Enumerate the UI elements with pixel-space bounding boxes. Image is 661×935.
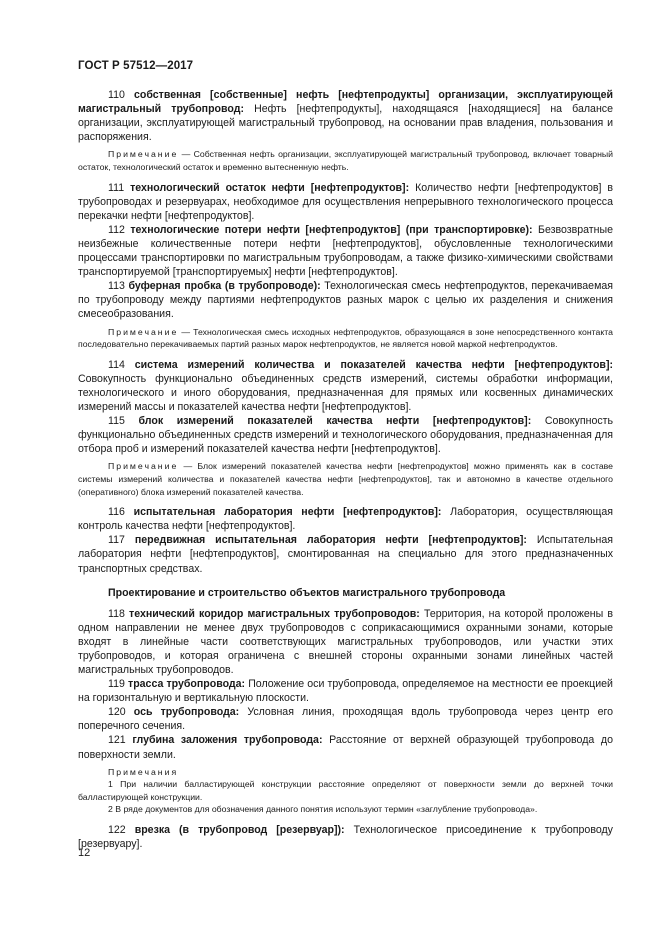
note-text: — Блок измерений показателей качества нефти [нефтепродуктов] можно применять как в составе системы измерений количества и показателей качества нефти [нефтепродуктов], так и автономно в качестве отдельного (оперативного) блока измерений показателей качества. bbox=[78, 461, 614, 497]
page-body bbox=[78, 88, 613, 851]
term-number: 120 bbox=[108, 706, 126, 719]
term-entry-120 bbox=[78, 705, 613, 733]
term-definition: Безвозвратные неизбежные количественные потери нефти [нефтепродуктов], обусловленные технологическими процессами транспортировки по магистральным трубопроводам, а также физико-химическими свойствами транспортируемой [транспортируемых] нефти [нефтепродуктов]. bbox=[78, 223, 614, 279]
term-title: собственная [собственные] нефть [нефтепродукты] организации, эксплуатирующей магистральный трубопровод: bbox=[78, 89, 613, 116]
term-definition: Территория, на которой проложены в одном направлении не менее двух трубопроводов с соприкасающимися охранными зонами, которые входят в линейные части соответствующих магистральных трубопроводов, или участки этих трубопроводов, и которая ограничена с внешней стороны охранными зонами линейных частей магистральных трубопроводов. bbox=[78, 607, 613, 676]
note-item: 2 В ряде документов для обозначения данного понятия используют термин «заглубление трубопровода». bbox=[108, 804, 538, 815]
term-number: 111 bbox=[108, 181, 125, 194]
term-definition: Лаборатория, осуществляющая контроль качества нефти [нефтепродуктов]. bbox=[78, 506, 613, 533]
term-number: 117 bbox=[108, 534, 125, 547]
term-number: 113 bbox=[108, 280, 125, 293]
page-number: 12 bbox=[78, 847, 91, 859]
term-definition: Испытательная лаборатория нефти [нефтепродуктов], смонтированная на специально для этого предназначенных транспортных средствах. bbox=[78, 534, 613, 575]
term-definition: Условная линия, проходящая вдоль трубопровода через центр его поперечного сечения. bbox=[78, 706, 614, 733]
term-number: 112 bbox=[108, 223, 125, 236]
term-number: 122 bbox=[108, 824, 126, 836]
term-entry-113 bbox=[78, 279, 613, 321]
term-definition: Технологическое присоединение к трубопроводу [резервуару]. bbox=[78, 824, 613, 851]
standard-code: ГОСТ Р 57512—2017 bbox=[78, 60, 194, 72]
term-entry-112 bbox=[78, 223, 613, 279]
note-110 bbox=[78, 148, 613, 173]
term-title: глубина заложения трубопровода: bbox=[132, 734, 323, 747]
term-entry-111 bbox=[78, 181, 613, 223]
term-entry-119 bbox=[78, 677, 613, 705]
term-definition: Технологическая смесь нефтепродуктов, перекачиваемая по трубопроводу между партиями нефтепродуктов разных марок с целью их разделения и снижения смесеобразования. bbox=[78, 280, 613, 321]
term-entry-118 bbox=[78, 607, 613, 677]
note-text: — Технологическая смесь исходных нефтепродуктов, образующаяся в зоне непосредственного контакта последовательно перекачиваемых партий разных марок нефтепродуктов, не является новой маркой нефтепродуктов. bbox=[78, 326, 613, 350]
note-label: Примечание bbox=[108, 149, 179, 160]
term-number: 119 bbox=[108, 678, 125, 691]
term-title: передвижная испытательная лаборатория нефти [нефтепродуктов]: bbox=[134, 534, 527, 547]
term-number: 110 bbox=[108, 89, 125, 101]
term-entry-116 bbox=[78, 505, 613, 533]
term-number: 121 bbox=[108, 734, 126, 747]
term-entry-121 bbox=[78, 733, 613, 761]
term-definition: Расстояние от верхней образующей трубопровода до поверхности земли. bbox=[78, 734, 613, 761]
term-definition: Количество нефти [нефтепродуктов] в трубопроводах и резервуарах, необходимое для осуществления непрерывного технологического процесса перекачки нефти [нефтепродуктов]. bbox=[78, 181, 613, 222]
term-number: 116 bbox=[108, 506, 125, 519]
term-entry-122 bbox=[78, 823, 613, 851]
term-entry-114 bbox=[78, 358, 613, 414]
term-title: буферная пробка (в трубопроводе): bbox=[128, 280, 321, 293]
section-heading: Проектирование и строительство объектов магистрального трубопровода bbox=[108, 586, 506, 599]
term-title: технологические потери нефти [нефтепродуктов] (при транспортировке): bbox=[130, 223, 533, 236]
term-title: врезка (в трубопровод [резервуар]): bbox=[134, 824, 345, 836]
term-definition: Совокупность функционально объединенных средств измерений и технологического оборудования, предназначенная для отбора проб и измерений показателей качества нефти [нефтепродуктов]. bbox=[78, 415, 613, 456]
term-number: 118 bbox=[108, 607, 125, 620]
term-title: испытательная лаборатория нефти [нефтепродуктов]: bbox=[133, 506, 442, 519]
term-number: 115 bbox=[108, 415, 125, 428]
term-title: технологический остаток нефти [нефтепродуктов]: bbox=[130, 181, 410, 194]
note-item: 1 При наличии балластирующей конструкции расстояние определяют от поверхности земли до верхней точки балластирующей конструкции. bbox=[78, 779, 613, 802]
note-113 bbox=[78, 326, 613, 351]
term-title: блок измерений показателей качества нефти [нефтепродуктов]: bbox=[138, 415, 532, 428]
term-definition: Нефть [нефтепродукты], находящаяся [находящиеся] на балансе организации, эксплуатирующей магистральный трубопровод, на основании прав владения, пользования и распоряжения. bbox=[78, 103, 613, 144]
term-title: ось трубопровода: bbox=[133, 706, 240, 719]
term-title: технический коридор магистральных трубопроводов: bbox=[129, 607, 420, 620]
notes-label: Примечания bbox=[108, 766, 179, 777]
term-definition: Совокупность функционально объединенных средств измерений, системы обработки информации, технологического и иного оборудования, предназначенная для прямых или косвенных динамических измерений массы и показателей качества нефти [нефтепродуктов]. bbox=[78, 372, 613, 413]
note-label: Примечание bbox=[108, 461, 179, 472]
note-text: — Собственная нефть организации, эксплуатирующей магистральный трубопровод, включает товарный остаток, технологический остаток и временно вытесненную нефть. bbox=[78, 149, 613, 172]
term-number: 114 bbox=[108, 358, 125, 371]
note-115 bbox=[78, 460, 613, 498]
term-title: трасса трубопровода: bbox=[128, 678, 246, 691]
note-label: Примечание bbox=[108, 326, 179, 337]
term-entry-117 bbox=[78, 533, 613, 575]
term-entry-110 bbox=[78, 88, 613, 144]
term-definition: Положение оси трубопровода, определяемое на местности ее проекцией на горизонтальную и вертикальную плоскости. bbox=[78, 678, 613, 705]
term-entry-115 bbox=[78, 414, 613, 456]
term-title: система измерений количества и показателей качества нефти [нефтепродуктов]: bbox=[134, 358, 613, 371]
